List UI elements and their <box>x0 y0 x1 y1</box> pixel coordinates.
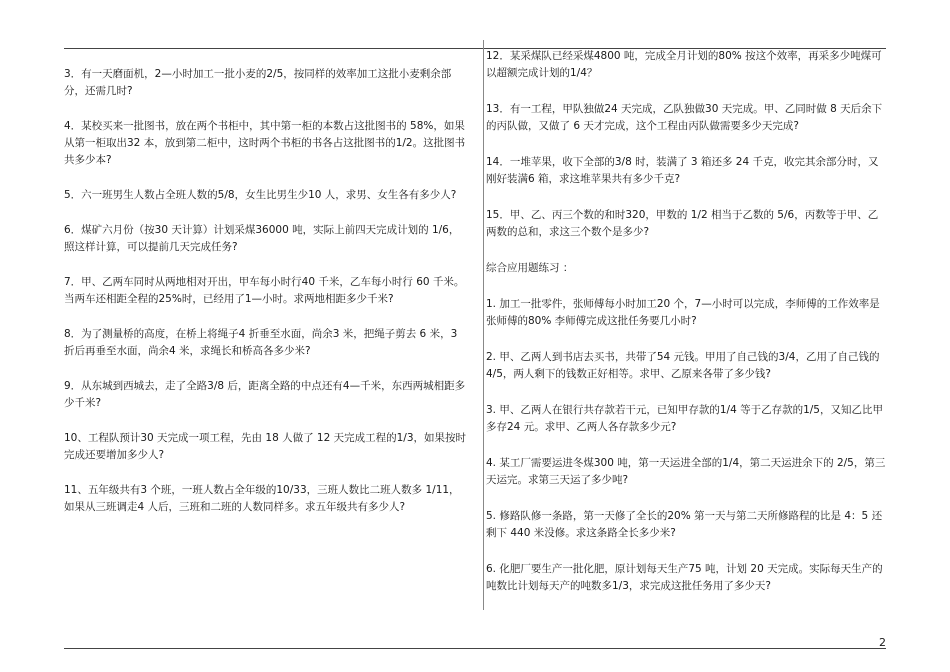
problem-12: 12．某采煤队已经采煤4800 吨，完成全月计划的80% 按这个效率，再采多少吨煤可以超额完成计划的1/4？ <box>486 50 882 79</box>
problem-7: 7．甲、乙两车同时从两地相对开出，甲车每小时行40 千米，乙车每小时行 60 千米。当两车还相距全程的25%时，已经用了1—小时。求两地相距多少千米? <box>64 276 465 305</box>
applied-problem-6: 6. 化肥厂要生产一批化肥，原计划每天生产75 吨，计划 20 天完成。实际每天生产的吨数比计划每天产的吨数多1/3，求完成这批任务用了多少天? <box>486 563 883 592</box>
applied-problem-1: 1. 加工一批零件，张师傅每小时加工20 个，7—小时可以完成，李师傅的工作效率是张师傅的80% 李师傅完成这批任务要几小时? <box>486 298 880 327</box>
problem-9: 9．从东城到西城去，走了全路3/8 后，距离全路的中点还有4—千米，东西两城相距多少千米? <box>64 380 466 409</box>
problem-8: 8．为了测量桥的高度，在桥上将绳子4 折垂至水面，尚余3 米，把绳子剪去 6 米，3 折后再垂至水面，尚余4 米，求绳长和桥高各多少米? <box>64 328 458 357</box>
left-column <box>64 66 469 534</box>
problem-6: 6．煤矿六月份（按30 天计算）计划采煤36000 吨，实际上前四天完成计划的 1/6，照这样计算，可以提前几天完成任务? <box>64 224 460 253</box>
problem-5: 5．六一班男生人数占全班人数的5/8，女生比男生少10 人，求男、女生各有多少人? <box>64 189 457 201</box>
section-title: 综合应用题练习 ： <box>486 262 574 274</box>
applied-problem-3: 3. 甲、乙两人在银行共存款若干元，已知甲存款的1/4 等于乙存款的1/5，又知乙比甲多存24 元。求甲、乙两人各存款多少元? <box>486 404 883 433</box>
problem-11: 11、五年级共有3 个班，一班人数占全年级的10/33，三班人数比二班人数多 1/11，如果从三班调走4 人后，三班和二班的人数同样多。求五年级共有多少人? <box>64 484 460 513</box>
problem-13: 13．有一工程，甲队独做24 天完成，乙队独做30 天完成。甲、乙同时做 8 天后余下的丙队做，又做了 6 天才完成，这个工程由丙队做需要多少天完成? <box>486 103 883 132</box>
bottom-rule <box>64 648 886 649</box>
problem-14: 14．一堆苹果，收下全部的3/8 时，装满了 3 箱还多 24 千克，收完其余部分时，又刚好装满6 箱，求这堆苹果共有多少千克? <box>486 156 879 185</box>
applied-problem-4: 4. 某工厂需要运进冬煤300 吨，第一天运进全部的1/4，第二天运进余下的 2/5，第三天运完。求第三天运了多少吨? <box>486 457 886 486</box>
right-column <box>486 48 886 614</box>
problem-4: 4．某校买来一批图书，放在两个书柜中，其中第一柜的本数占这批图书的 58%，如果从第一柜取出32 本，放到第二柜中，这时两个书柜的书各占这批图书的1/2。这批图书共多少本? <box>64 120 466 166</box>
page-number: 2 <box>879 636 886 649</box>
problem-15: 15．甲、乙、丙三个数的和时320，甲数的 1/2 相当于乙数的 5/6，丙数等于甲、乙两数的总和，求这三个数个是多少? <box>486 209 879 238</box>
column-divider <box>483 40 484 610</box>
problem-3: 3．有一天磨面机，2—小时加工一批小麦的2/5，按同样的效率加工这批小麦剩余部分，还需几时? <box>64 68 452 97</box>
applied-problem-2: 2. 甲、乙两人到书店去买书，共带了54 元钱。甲用了自己钱的3/4，乙用了自己钱的4/5，两人剩下的钱数正好相等。求甲、乙原来各带了多少钱? <box>486 351 880 380</box>
problem-10: 10、工程队预计30 天完成一项工程，先由 18 人做了 12 天完成工程的1/3，如果按时完成还要增加多少人? <box>64 432 467 461</box>
applied-problem-5: 5. 修路队修一条路，第一天修了全长的20% 第一天与第二天所修路程的比是 4：5 还剩下 440 米没修。求这条路全长多少米? <box>486 510 883 539</box>
